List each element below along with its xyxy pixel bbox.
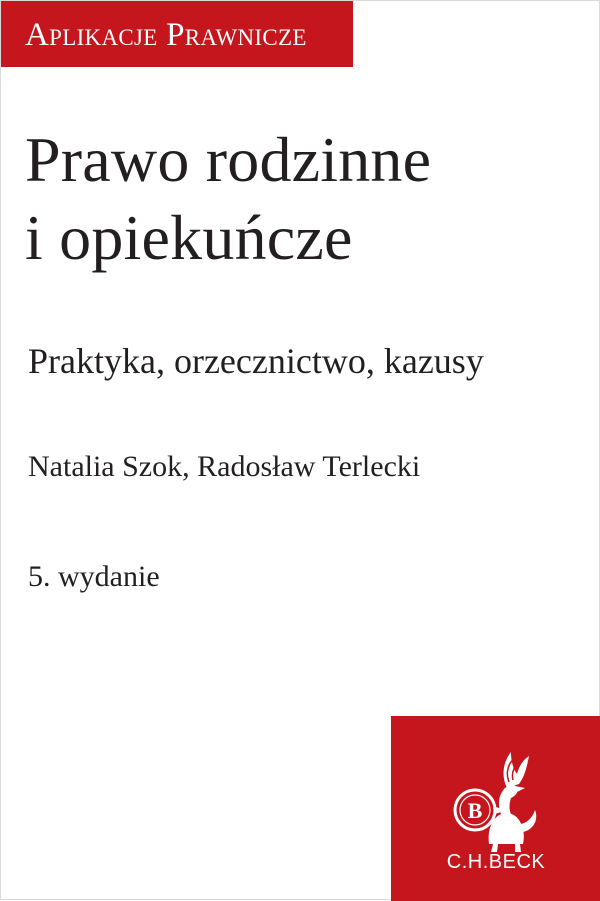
- publisher-name: C.H.BECK: [446, 851, 546, 873]
- series-banner: [1, 1, 353, 67]
- publisher-block: [391, 716, 600, 901]
- book-subtitle: Praktyka, orzecznictwo, kazusy: [28, 341, 484, 381]
- book-title: [25, 121, 431, 277]
- book-authors: Natalia Szok, Radosław Terlecki: [28, 450, 421, 483]
- logo-letter: B: [467, 798, 483, 823]
- edition-label: 5. wydanie: [28, 560, 160, 593]
- griffin-emblem-icon: [449, 748, 545, 852]
- series-name: Aplikacje Prawnicze: [25, 17, 307, 53]
- title-line-1: Prawo rodzinne: [25, 124, 432, 195]
- title-line-2: i opiekuńcze: [25, 202, 353, 273]
